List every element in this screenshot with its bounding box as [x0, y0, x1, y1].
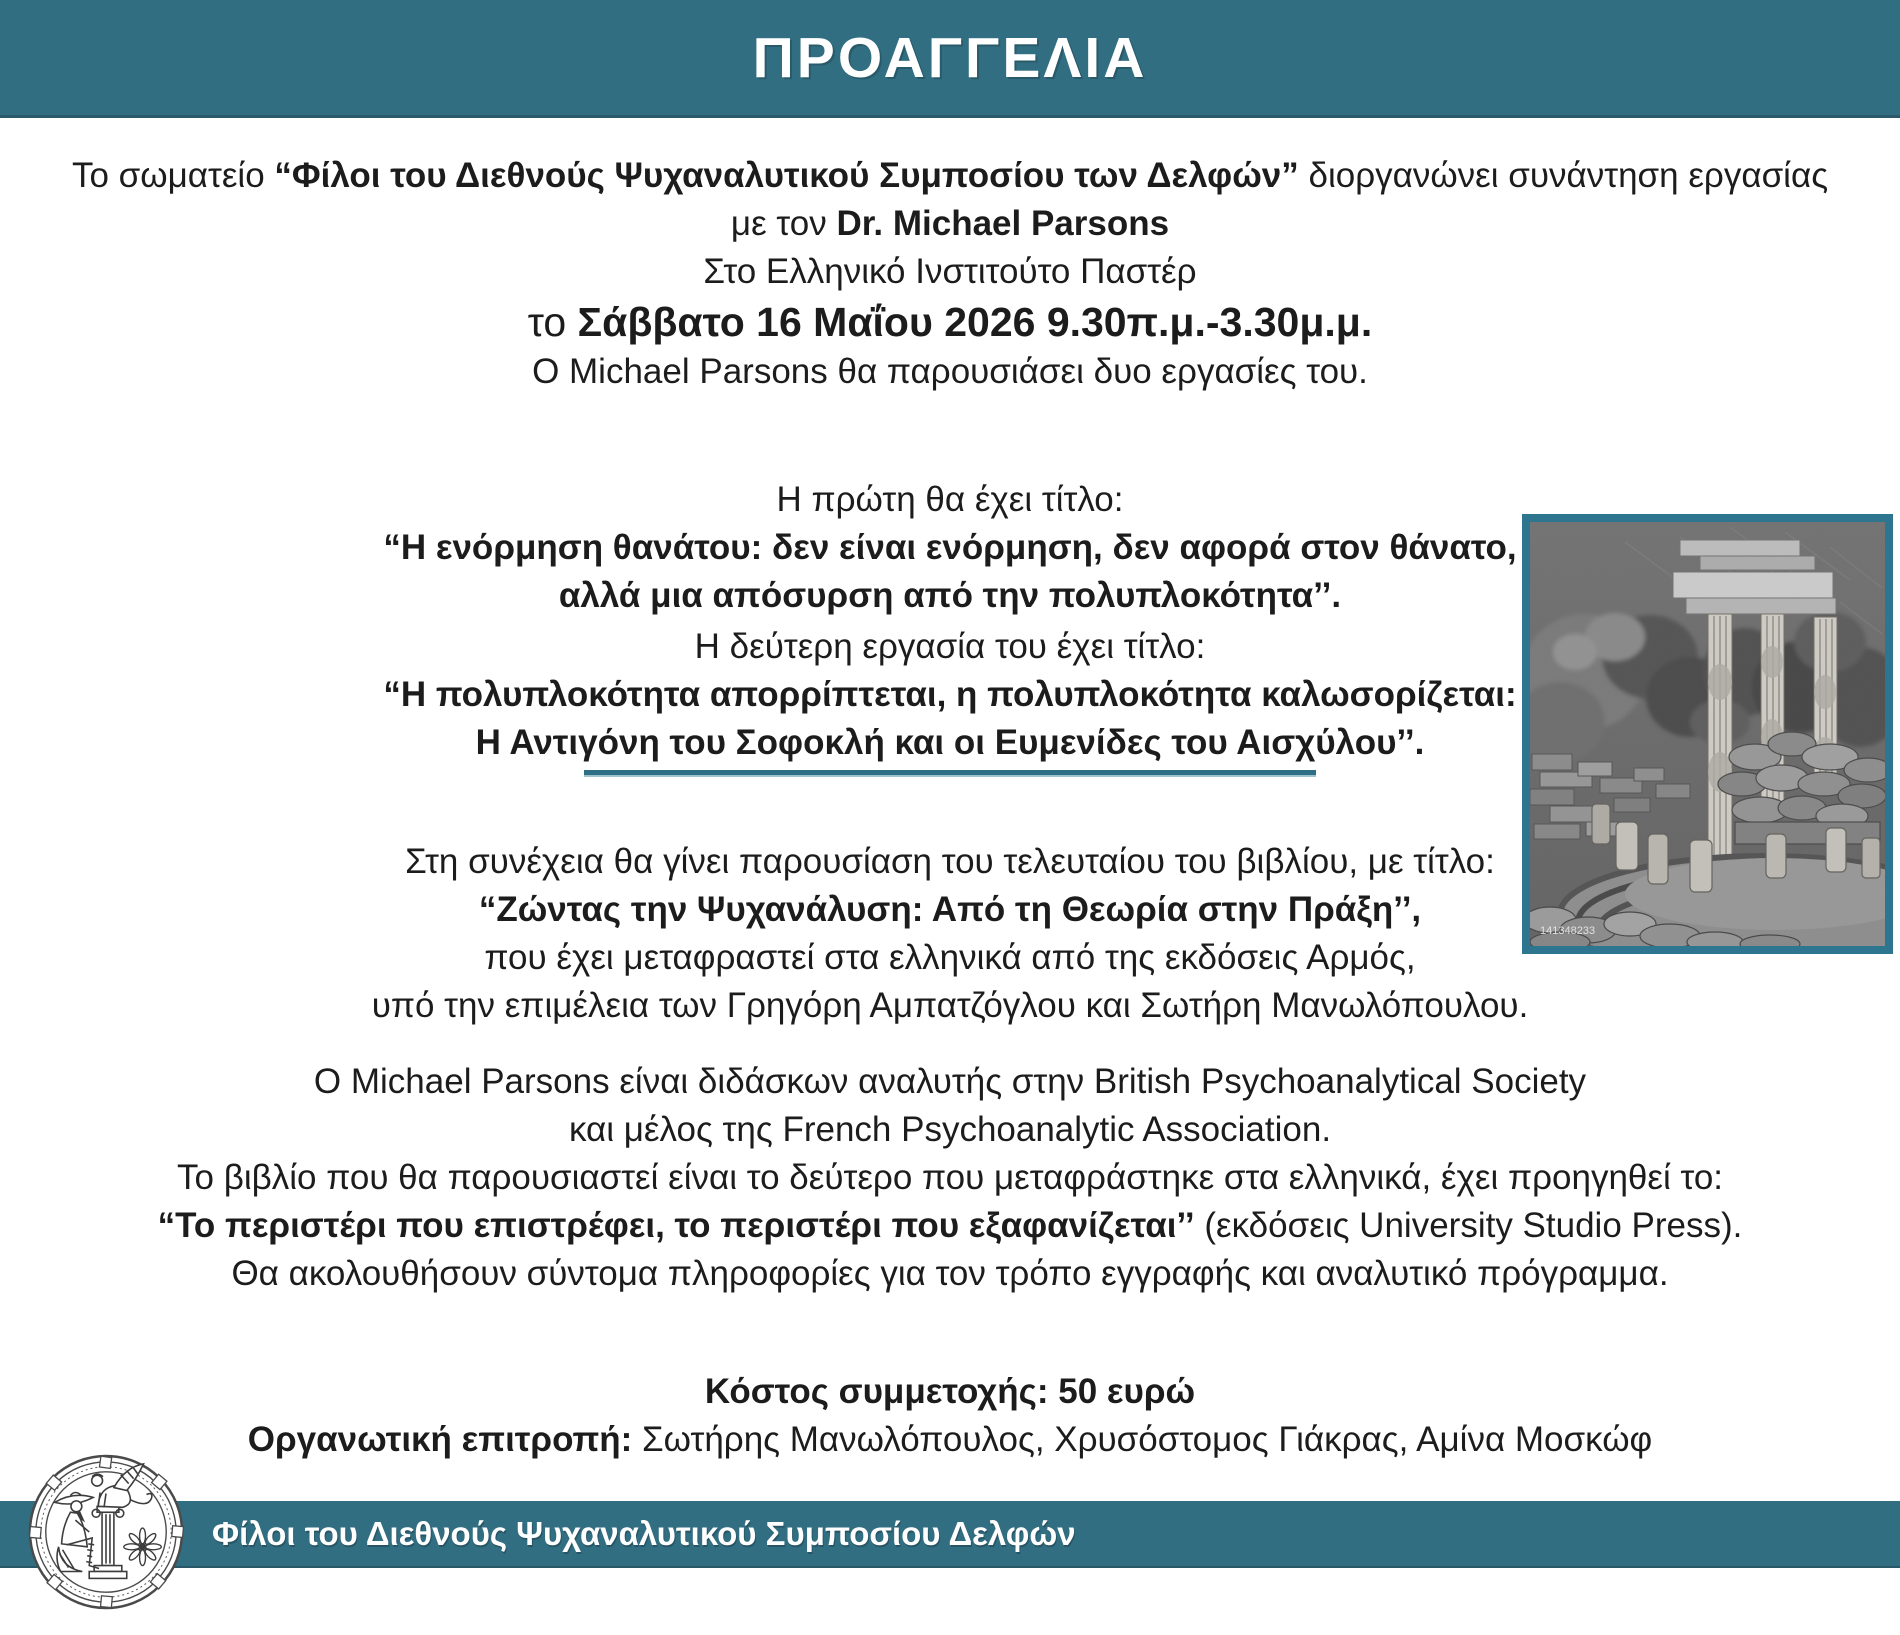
header-banner [0, 0, 1900, 118]
cost-line: Κόστος συμμετοχής: 50 ευρώ [704, 1372, 1196, 1411]
paper1-title-line2: αλλά μια απόσυρση από την πολυπλοκότητα’’. [558, 576, 1342, 615]
paper2-lead: Η δεύτερη εργασία του έχει τίτλο: [694, 627, 1206, 666]
delphi-tholos-photo [1522, 514, 1893, 954]
bio-line-5: Θα ακολουθήσουν σύντομα πληροφορίες για τον τρόπο εγγραφής και αναλυτικό πρόγραμμα. [231, 1254, 1669, 1293]
book-lead: Στη συνέχεια θα γίνει παρουσίαση του τελευταίου του βιβλίου, με τίτλο: [405, 842, 1495, 881]
intro-line-2: με τον Dr. Michael Parsons [730, 204, 1170, 243]
bio-line-3: Το βιβλίο που θα παρουσιαστεί είναι το δεύτερο που μεταφράστηκε στα ελληνικά, έχει προηγηθεί το: [176, 1158, 1724, 1197]
delphi-tholos-illustration [1530, 522, 1885, 946]
committee-names: Σωτήρης Μανωλόπουλος, Χρυσόστομος Γιάκρας, Αμίνα Μοσκώφ [632, 1420, 1653, 1459]
committee-label: Οργανωτική επιτροπή: [247, 1420, 633, 1459]
book-title: “Ζώντας την Ψυχανάλυση: Από τη Θεωρία στην Πράξη’’, [478, 890, 1422, 929]
venue-line: Στο Ελληνικό Ινστιτούτο Παστέρ [703, 252, 1197, 291]
intro-line-5: Ο Michael Parsons θα παρουσιάσει δυο εργασίες του. [532, 352, 1368, 391]
date-line: το Σάββατο 16 Μαΐου 2026 9.30π.μ.-3.30μ.μ. [527, 299, 1373, 345]
society-emblem-logo [27, 1450, 185, 1614]
paper1-lead: Η πρώτη θα έχει τίτλο: [776, 480, 1124, 519]
event-date: Σάββατο 16 Μαΐου 2026 9.30π.μ.-3.30μ.μ. [577, 299, 1373, 345]
footer-banner [0, 1501, 1900, 1568]
previous-book-title: “Το περιστέρι που επιστρέφει, το περιστέρι που εξαφανίζεται’’ [157, 1206, 1195, 1245]
previous-book-line: “Το περιστέρι που επιστρέφει, το περιστέρι που εξαφανίζεται’’ (εκδόσεις University Studio Press). [157, 1206, 1743, 1245]
book-editors-line: υπό την επιμέλεια των Γρηγόρη Αμπατζόγλου και Σωτήρη Μανωλόπουλου. [371, 986, 1529, 1025]
society-name: “Φίλοι του Διεθνούς Ψυχαναλυτικού Συμποσίου των Δελφών” [274, 156, 1299, 195]
intro-paragraph [0, 152, 1900, 396]
bio-section [0, 1058, 1900, 1298]
section-divider [584, 770, 1316, 777]
committee-line [0, 1416, 1900, 1464]
book-translation-line: που έχει μεταφραστεί στα ελληνικά από της εκδόσεις Αρμός, [484, 938, 1416, 977]
bio-line-2: και μέλος της French Psychoanalytic Association. [568, 1110, 1332, 1149]
paper1-title-line1: “Η ενόρμηση θανάτου: δεν είναι ενόρμηση, δεν αφορά στον θάνατο, [383, 528, 1517, 567]
intro-line-1: Το σωματείο “Φίλοι του Διεθνούς Ψυχαναλυτικού Συμποσίου των Δελφών” διοργανώνει συνάντηση εργασίας [71, 156, 1829, 195]
paper2-title-line2: Η Αντιγόνη του Σοφοκλή και οι Ευμενίδες του Αισχύλου’’. [475, 723, 1425, 762]
page-title: ΠΡΟΑΓΓΕΛΙΑ [752, 25, 1148, 90]
bio-line-1: Ο Michael Parsons είναι διδάσκων αναλυτής στην British Psychoanalytical Society [313, 1062, 1587, 1101]
photo-watermark: 141348233 [1540, 925, 1596, 937]
footer-org-name: Φίλοι του Διεθνούς Ψυχαναλυτικού Συμποσίου Δελφών [212, 1514, 1076, 1552]
speaker-name: Dr. Michael Parsons [836, 204, 1170, 243]
paper2-title-line1: “Η πολυπλοκότητα απορρίπτεται, η πολυπλοκότητα καλωσορίζεται: [383, 675, 1517, 714]
